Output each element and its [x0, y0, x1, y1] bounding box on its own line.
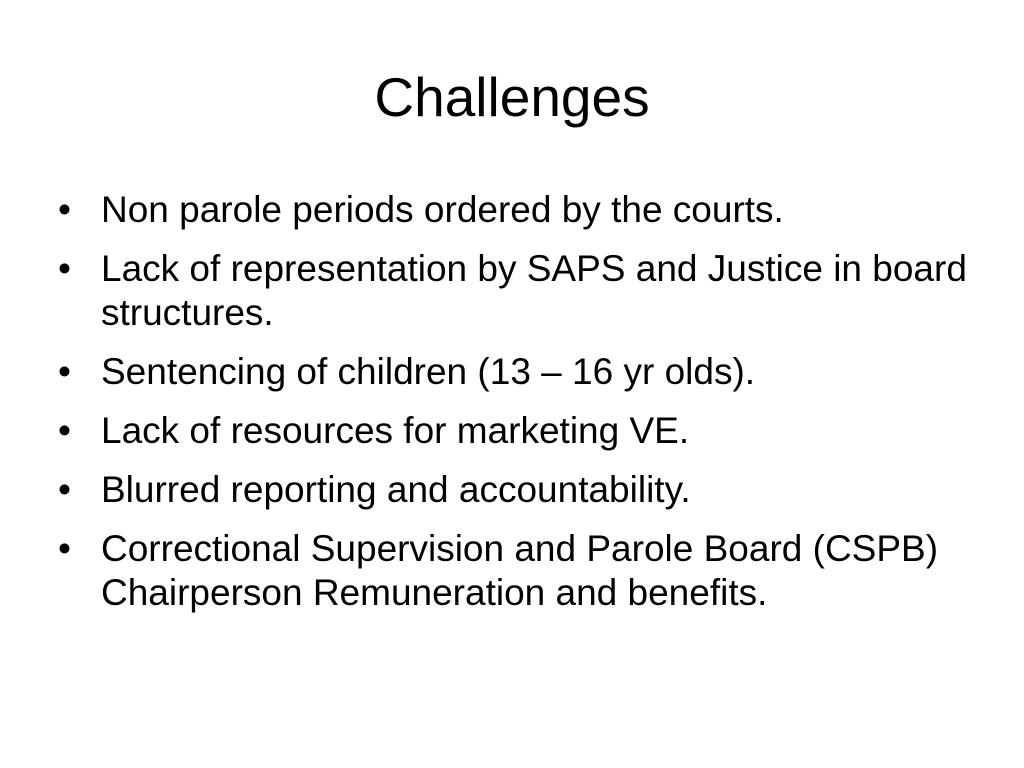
bullet-list [58, 188, 988, 630]
bullet-text: Lack of representation by SAPS and Justice in board structures. [101, 248, 967, 333]
bullet-item [58, 247, 988, 335]
bullet-text: Lack of resources for marketing VE. [101, 410, 690, 451]
slide-title: Challenges [374, 66, 650, 128]
bullet-text: Sentencing of children (13 – 16 yr olds). [101, 351, 756, 392]
bullet-icon: • [58, 469, 71, 510]
bullet-text: Non parole periods ordered by the courts. [101, 189, 784, 230]
bullet-item [58, 188, 988, 232]
bullet-icon: • [58, 351, 71, 392]
bullet-item [58, 527, 988, 615]
bullet-item [58, 468, 988, 512]
bullet-icon: • [58, 410, 71, 451]
bullet-icon: • [58, 248, 71, 289]
bullet-icon: • [58, 189, 71, 230]
bullet-text: Correctional Supervision and Parole Board (CSPB) Chairperson Remuneration and benefits. [101, 528, 939, 613]
bullet-item [58, 350, 988, 394]
bullet-icon: • [58, 528, 71, 569]
bullet-item [58, 409, 988, 453]
bullet-text: Blurred reporting and accountability. [101, 469, 691, 510]
